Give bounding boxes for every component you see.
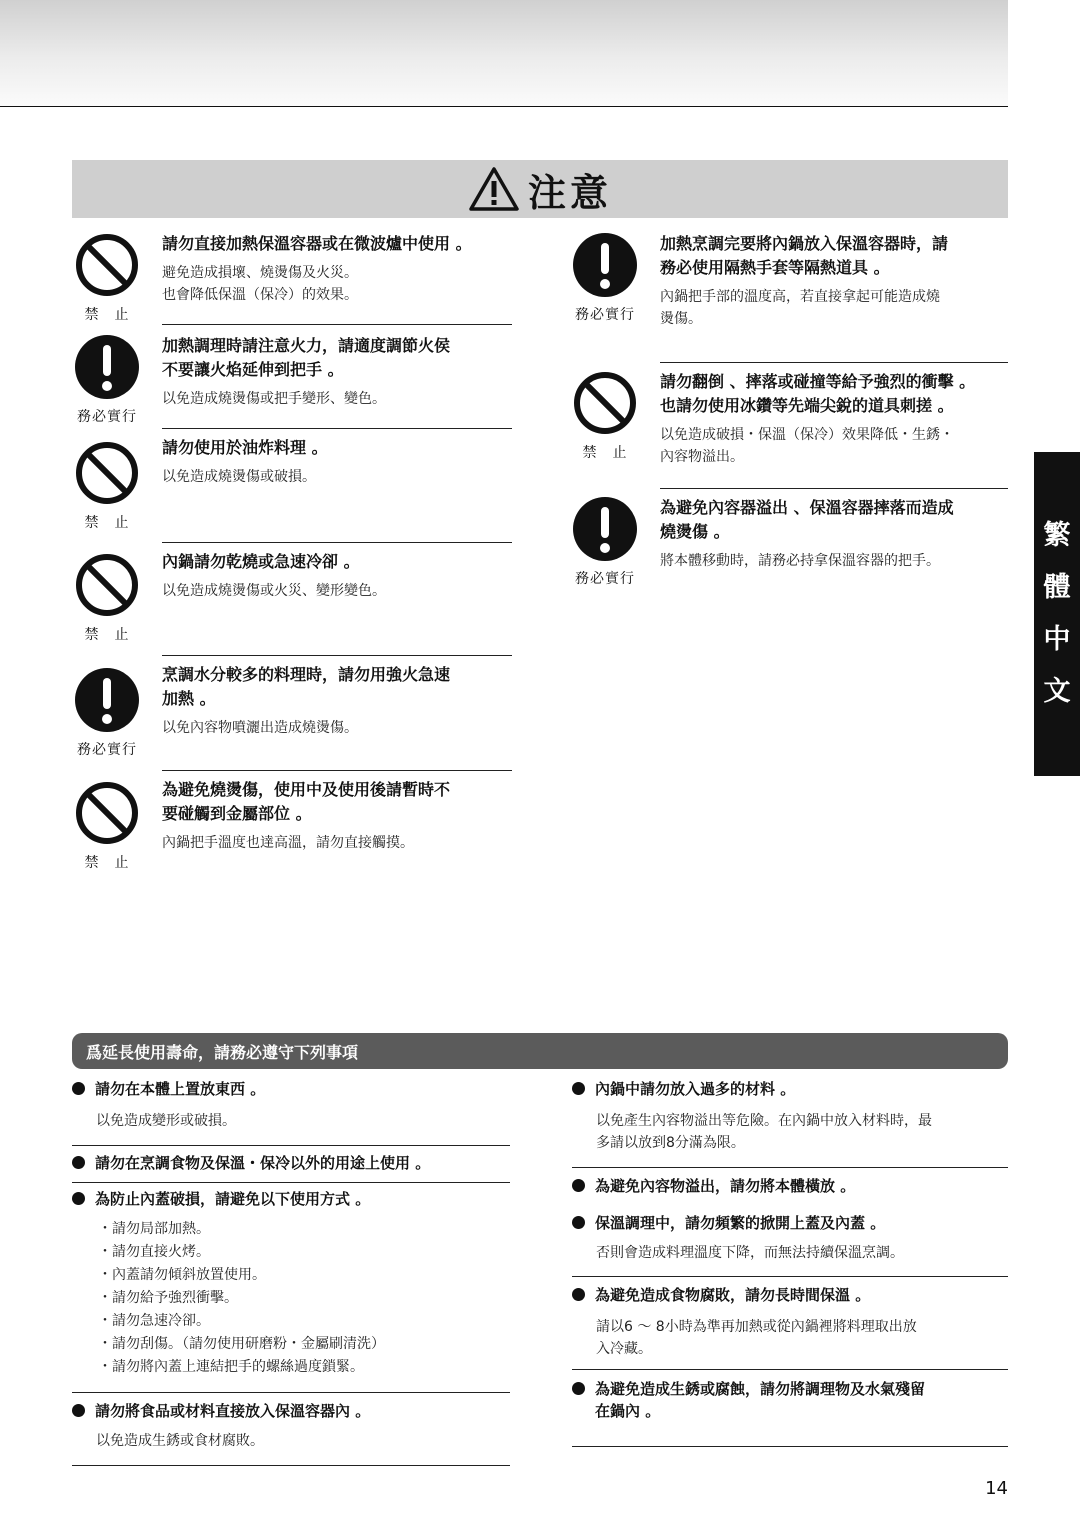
sub-item: ・請勿刮傷。（請勿使用研磨粉・金屬刷清洗） bbox=[98, 1336, 385, 1352]
bullet-desc: 以免產生內容物溢出等危險。在內鍋中放入材料時，最 多請以放到8分滿為限。 bbox=[596, 1113, 932, 1151]
bullet-item: 為防止內蓋破損，請避免以下使用方式 。 bbox=[72, 1188, 370, 1210]
prohibit-label: 禁 止 bbox=[84, 627, 130, 643]
divider bbox=[162, 542, 512, 543]
mandatory-label: 務必實行 bbox=[575, 571, 635, 587]
item-desc: 內鍋把手溫度也達高溫，請勿直接觸摸。 bbox=[162, 835, 414, 851]
item-title: 請勿使用於油炸料理 。 bbox=[162, 438, 328, 457]
divider bbox=[162, 770, 512, 771]
mandatory-symbol bbox=[570, 496, 640, 588]
bullet-item: 請勿在烹調食物及保溫・保冷以外的用途上使用 。 bbox=[72, 1152, 430, 1174]
bullet-dot-icon bbox=[572, 1382, 585, 1395]
prohibit-symbol bbox=[72, 440, 142, 532]
section-title: 爲延長使用壽命，請務必遵守下列事項 bbox=[86, 1042, 359, 1062]
divider bbox=[72, 1145, 510, 1146]
section-title-bar bbox=[72, 1033, 1008, 1069]
sub-item: ・請勿給予強烈衝擊。 bbox=[98, 1290, 238, 1306]
mandatory-symbol bbox=[72, 334, 142, 426]
caution-item-8 bbox=[570, 370, 1010, 480]
divider bbox=[572, 1167, 1008, 1168]
bullet-desc: 以免造成生銹或食材腐敗。 bbox=[96, 1433, 264, 1449]
prohibit-symbol bbox=[72, 552, 142, 644]
language-tab-char: 中 bbox=[1043, 624, 1071, 655]
item-title: 請勿直接加熱保溫容器或在微波爐中使用 。 bbox=[162, 234, 472, 253]
caution-item-2 bbox=[72, 334, 512, 426]
mandatory-label: 務必實行 bbox=[77, 742, 137, 758]
item-title: 烹調水分較多的料理時，請勿用強火急速 加熱 。 bbox=[162, 665, 451, 708]
mandatory-label: 務必實行 bbox=[575, 307, 635, 323]
item-desc: 避免造成損壞、燒燙傷及火災。 也會降低保溫（保冷）的效果。 bbox=[162, 265, 358, 303]
language-tab-char: 繁 bbox=[1043, 520, 1071, 551]
language-tab bbox=[1034, 452, 1080, 776]
prohibit-label: 禁 止 bbox=[582, 445, 628, 461]
exclamation-circle-icon bbox=[74, 667, 140, 733]
prohibit-icon bbox=[572, 370, 638, 436]
bullet-dot-icon bbox=[72, 1404, 85, 1417]
bullet-item: 為避免內容物溢出，請勿將本體橫放 。 bbox=[572, 1175, 855, 1197]
caution-item-6 bbox=[72, 778, 512, 878]
bullet-item: 為避免造成食物腐敗，請勿長時間保溫 。 bbox=[572, 1284, 870, 1306]
divider bbox=[660, 488, 1008, 489]
sub-item: ・請勿局部加熱。 bbox=[98, 1221, 210, 1237]
item-title: 為避免燒燙傷，使用中及使用後請暫時不 要碰觸到金屬部位 。 bbox=[162, 780, 451, 823]
caution-item-4 bbox=[72, 550, 512, 650]
bullet-item: 保溫調理中，請勿頻繁的掀開上蓋及內蓋 。 bbox=[572, 1212, 885, 1234]
item-desc: 以免造成燒燙傷或火災、變形變色。 bbox=[162, 583, 386, 599]
header-gradient-bar bbox=[0, 0, 1008, 107]
bullet-dot-icon bbox=[72, 1156, 85, 1169]
divider bbox=[572, 1276, 1008, 1277]
sub-item: ・請勿將內蓋上連結把手的螺絲過度鎖緊。 bbox=[98, 1359, 364, 1375]
sub-list bbox=[98, 1218, 385, 1379]
sub-item: ・請勿直接火烤。 bbox=[98, 1244, 210, 1260]
sub-item: ・內蓋請勿傾斜放置使用。 bbox=[98, 1267, 266, 1283]
exclamation-circle-icon bbox=[572, 496, 638, 562]
item-title: 請勿翻倒 、摔落或碰撞等給予強烈的衝擊 。 也請勿使用冰鑽等先端尖銳的道具刺搓 。 bbox=[660, 372, 976, 415]
item-title: 內鍋請勿乾燒或急速冷卻 。 bbox=[162, 552, 360, 571]
bullet-item: 請勿在本體上置放東西 。 bbox=[72, 1078, 265, 1100]
prohibit-icon bbox=[74, 440, 140, 506]
item-title: 加熱烹調完要將內鍋放入保溫容器時，請 務必使用隔熱手套等隔熱道具 。 bbox=[660, 234, 949, 277]
bullet-item: 請勿將食品或材料直接放入保溫容器內 。 bbox=[72, 1400, 370, 1422]
prohibit-label: 禁 止 bbox=[84, 307, 130, 323]
item-desc: 內鍋把手部的溫度高，若直接拿起可能造成燒 燙傷。 bbox=[660, 289, 940, 327]
page-number: 14 bbox=[985, 1478, 1008, 1499]
caution-item-3 bbox=[72, 436, 512, 536]
bullet-dot-icon bbox=[572, 1179, 585, 1192]
bullet-dot-icon bbox=[72, 1082, 85, 1095]
caution-item-7 bbox=[570, 232, 1010, 352]
bullet-desc: 以免造成變形或破損。 bbox=[96, 1113, 236, 1129]
divider bbox=[162, 324, 512, 325]
prohibit-symbol bbox=[570, 370, 640, 462]
divider bbox=[660, 362, 1008, 363]
divider bbox=[162, 428, 512, 429]
language-tab-char: 體 bbox=[1043, 572, 1071, 603]
prohibit-icon bbox=[74, 232, 140, 298]
caution-banner bbox=[72, 160, 1008, 218]
caution-item-1 bbox=[72, 232, 512, 324]
sub-item: ・請勿急速冷卻。 bbox=[98, 1313, 210, 1329]
caution-item-9 bbox=[570, 496, 1010, 596]
divider bbox=[72, 1465, 510, 1466]
prohibit-icon bbox=[74, 552, 140, 618]
item-desc: 以免造成燒燙傷或把手變形、變色。 bbox=[162, 391, 386, 407]
bullet-dot-icon bbox=[72, 1192, 85, 1205]
prohibit-label: 禁 止 bbox=[84, 855, 130, 871]
language-tab-char: 文 bbox=[1043, 676, 1071, 707]
divider bbox=[72, 1182, 510, 1183]
mandatory-symbol bbox=[72, 667, 142, 759]
mandatory-symbol bbox=[570, 232, 640, 324]
warning-triangle-icon bbox=[468, 166, 520, 212]
bullet-item: 為避免造成生銹或腐蝕，請勿將調理物及水氣殘留 在鍋內 。 bbox=[572, 1378, 925, 1422]
item-title: 為避免內容器溢出 、保溫容器摔落而造成 燒燙傷 。 bbox=[660, 498, 954, 541]
item-desc: 以免造成破損・保溫（保冷）效果降低・生銹・ 內容物溢出。 bbox=[660, 427, 954, 465]
bullet-desc: 否則會造成料理溫度下降，而無法持續保溫烹調。 bbox=[596, 1245, 904, 1261]
divider bbox=[72, 1392, 510, 1393]
caution-item-5 bbox=[72, 663, 512, 763]
item-desc: 以免內容物噴灑出造成燒燙傷。 bbox=[162, 720, 358, 736]
divider bbox=[162, 655, 512, 656]
item-desc: 以免造成燒燙傷或破損。 bbox=[162, 469, 316, 485]
bullet-dot-icon bbox=[572, 1216, 585, 1229]
bullet-dot-icon bbox=[572, 1288, 585, 1301]
item-title: 加熱調理時請注意火力，請適度調節火侯 不要讓火焰延伸到把手 。 bbox=[162, 336, 451, 379]
prohibit-label: 禁 止 bbox=[84, 515, 130, 531]
divider bbox=[572, 1446, 1008, 1447]
prohibit-symbol bbox=[72, 232, 142, 324]
divider bbox=[572, 1369, 1008, 1370]
bullet-item: 內鍋中請勿放入過多的材料 。 bbox=[572, 1078, 795, 1100]
exclamation-circle-icon bbox=[74, 334, 140, 400]
bullet-desc: 請以6 ～ 8小時為準再加熱或從內鍋裡將料理取出放 入冷藏。 bbox=[596, 1319, 917, 1357]
mandatory-label: 務必實行 bbox=[77, 409, 137, 425]
exclamation-circle-icon bbox=[572, 232, 638, 298]
prohibit-icon bbox=[74, 780, 140, 846]
prohibit-symbol bbox=[72, 780, 142, 872]
item-desc: 將本體移動時，請務必持拿保溫容器的把手。 bbox=[660, 553, 940, 569]
bullet-dot-icon bbox=[572, 1082, 585, 1095]
caution-title: 注意 bbox=[527, 170, 612, 215]
